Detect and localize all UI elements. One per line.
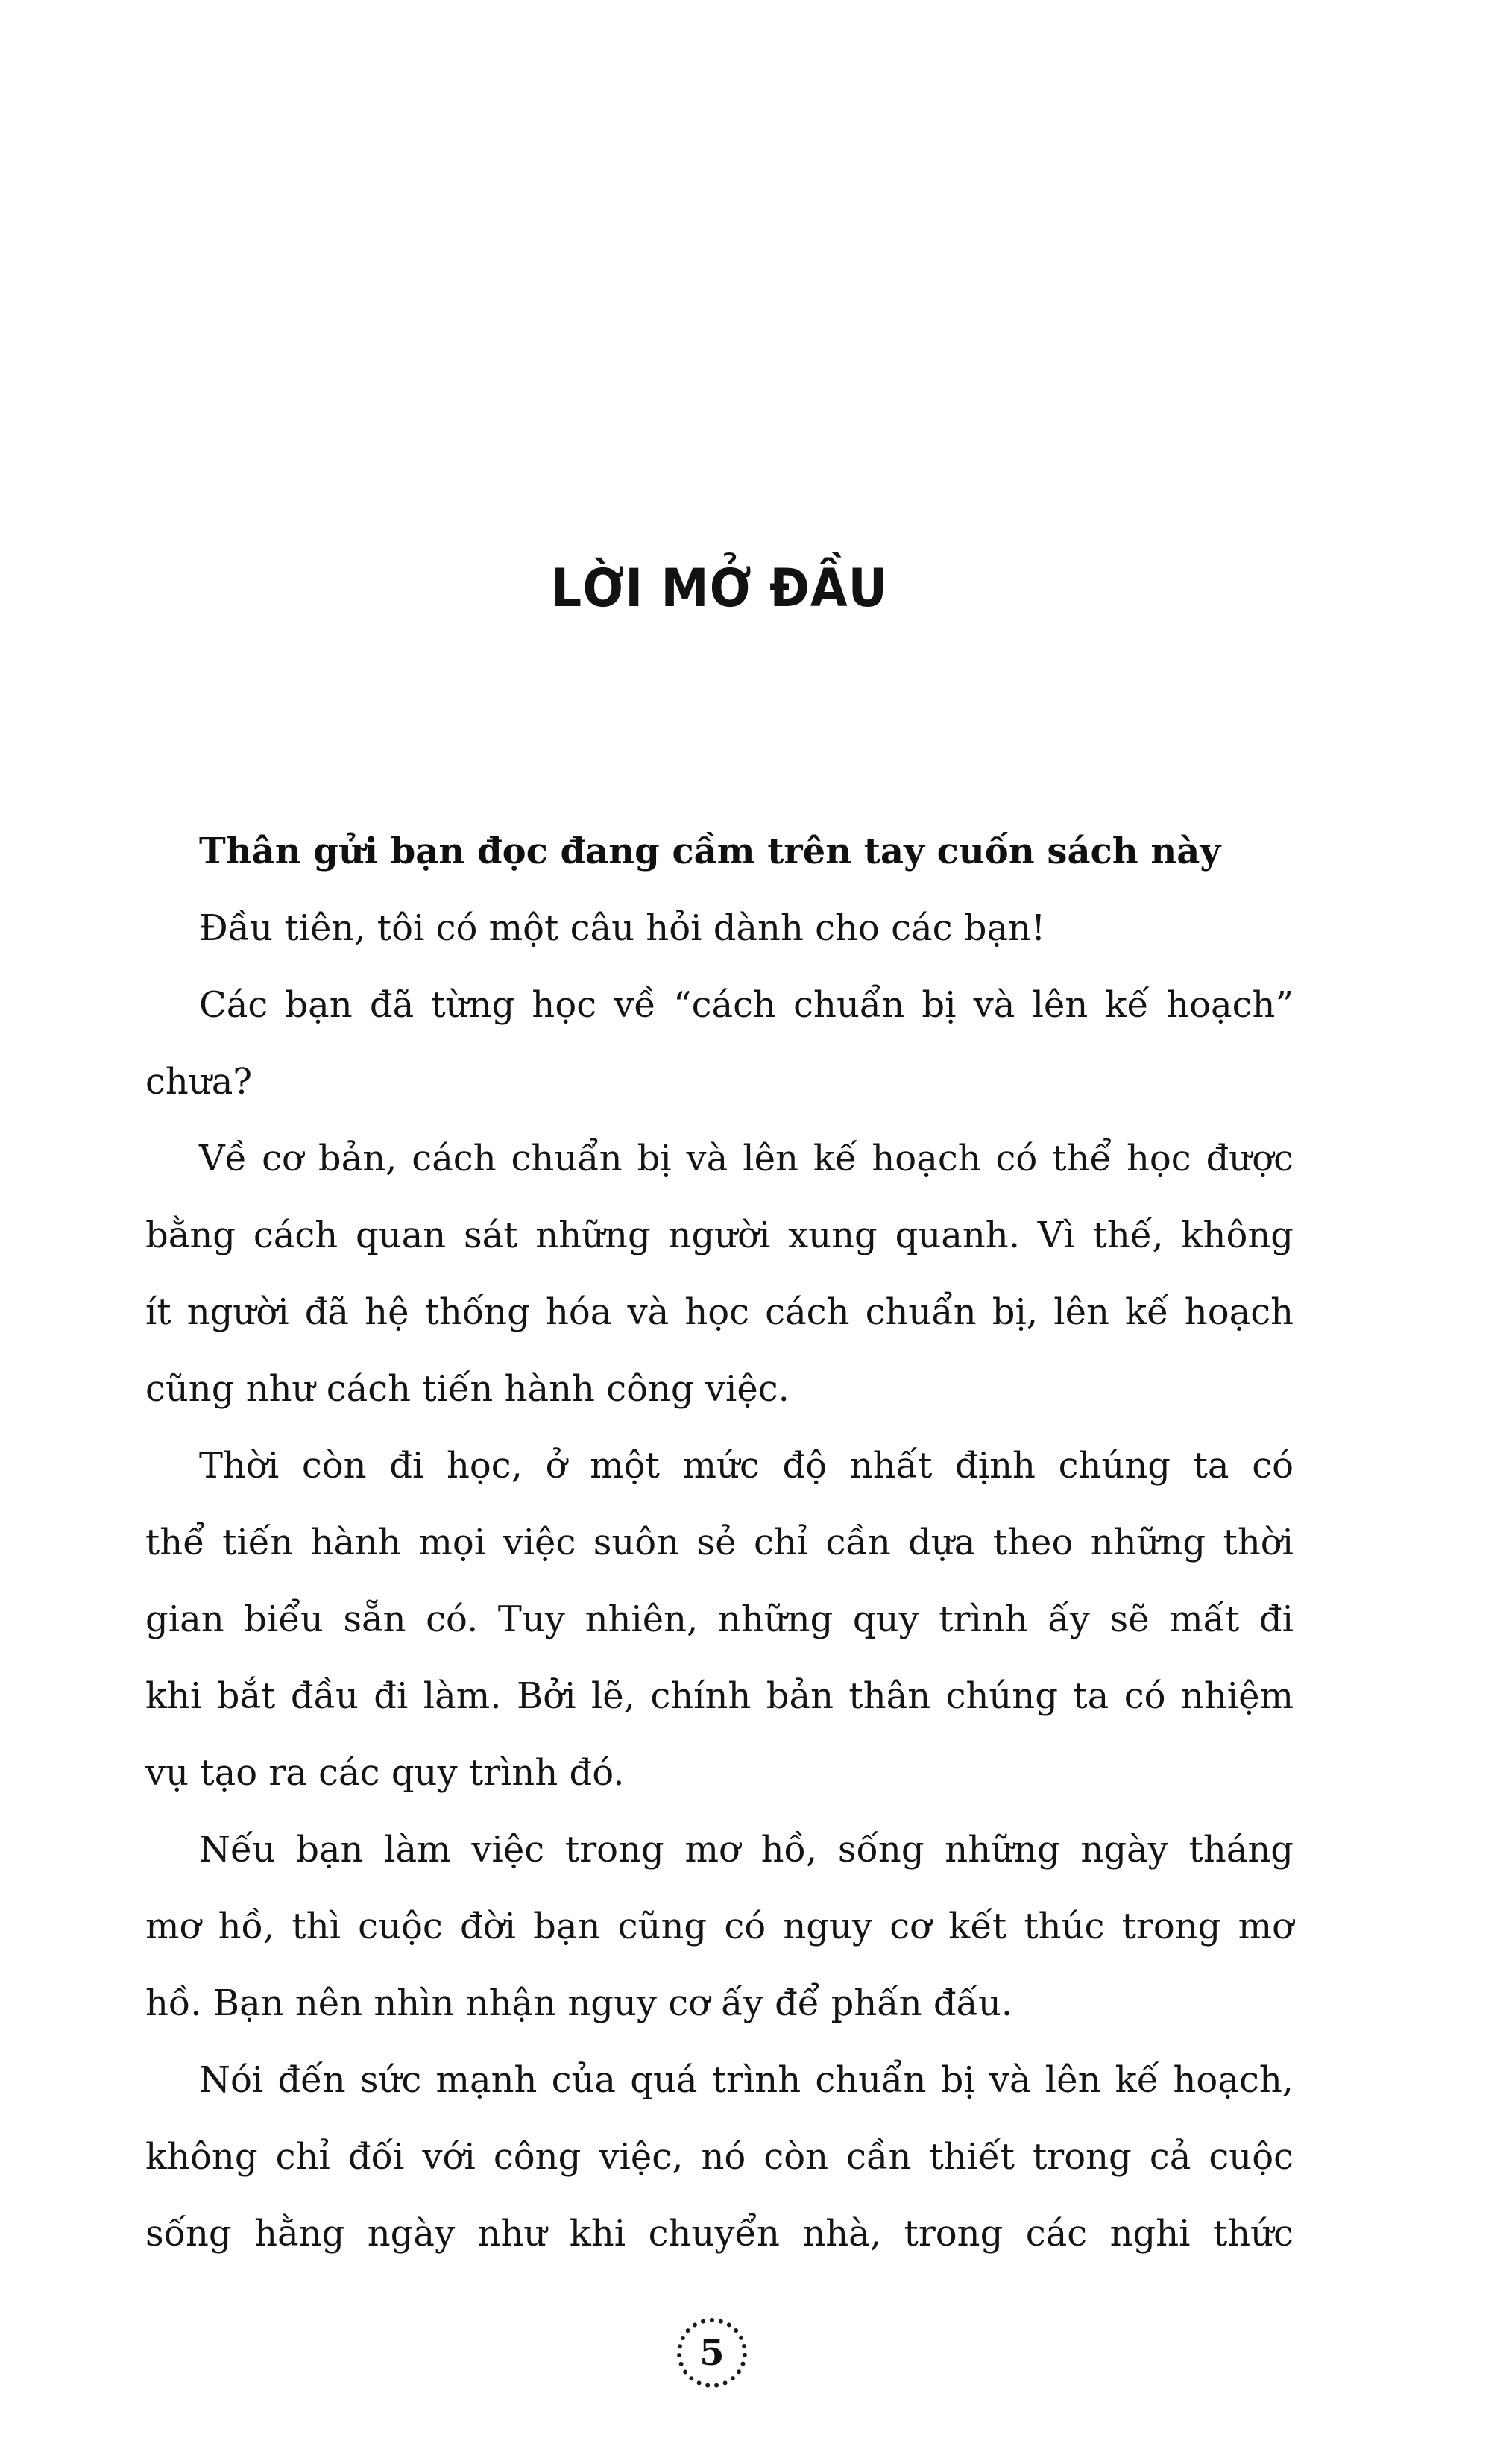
text-line: Thời còn đi học, ở một mức độ nhất định chúng ta có [199, 1445, 1294, 1487]
page-number-badge [677, 2318, 747, 2388]
chapter-title: LỜI MỞ ĐẦU [551, 558, 888, 619]
text-line: mơ hồ, thì cuộc đời bạn cũng có nguy cơ kết thúc trong mơ [145, 1906, 1294, 1947]
text-line: chưa? [145, 1061, 253, 1103]
text-line: Đầu tiên, tôi có một câu hỏi dành cho các bạn! [199, 907, 1046, 949]
text-line: hồ. Bạn nên nhìn nhận nguy cơ ấy để phấn đấu. [145, 1982, 1013, 2024]
text-line: Các bạn đã từng học về “cách chuẩn bị và lên kế hoạch” [199, 984, 1294, 1026]
text-line: Nói đến sức mạnh của quá trình chuẩn bị và lên kế hoạch, [199, 2059, 1294, 2101]
text-line: khi bắt đầu đi làm. Bởi lẽ, chính bản thân chúng ta có nhiệm [145, 1675, 1294, 1717]
text-line: cũng như cách tiến hành công việc. [145, 1368, 790, 1410]
text-line: bằng cách quan sát những người xung quanh. Vì thế, không [145, 1214, 1294, 1256]
body-text [145, 813, 1294, 2272]
page-number: 5 [699, 2332, 725, 2374]
text-line: gian biểu sẵn có. Tuy nhiên, những quy trình ấy sẽ mất đi [145, 1598, 1294, 1640]
text-line: Về cơ bản, cách chuẩn bị và lên kế hoạch có thể học được [199, 1138, 1294, 1179]
text-line: ít người đã hệ thống hóa và học cách chuẩn bị, lên kế hoạch [145, 1291, 1294, 1333]
text-line: vụ tạo ra các quy trình đó. [145, 1752, 625, 1794]
text-line: thể tiến hành mọi việc suôn sẻ chỉ cần dựa theo những thời [145, 1522, 1294, 1563]
text-line: Nếu bạn làm việc trong mơ hồ, sống những ngày tháng [199, 1829, 1294, 1871]
text-line: Thân gửi bạn đọc đang cầm trên tay cuốn sách này [199, 831, 1221, 872]
text-line: sống hằng ngày như khi chuyển nhà, trong các nghi thức [145, 2213, 1294, 2255]
text-line: không chỉ đối với công việc, nó còn cần thiết trong cả cuộc [145, 2136, 1294, 2178]
